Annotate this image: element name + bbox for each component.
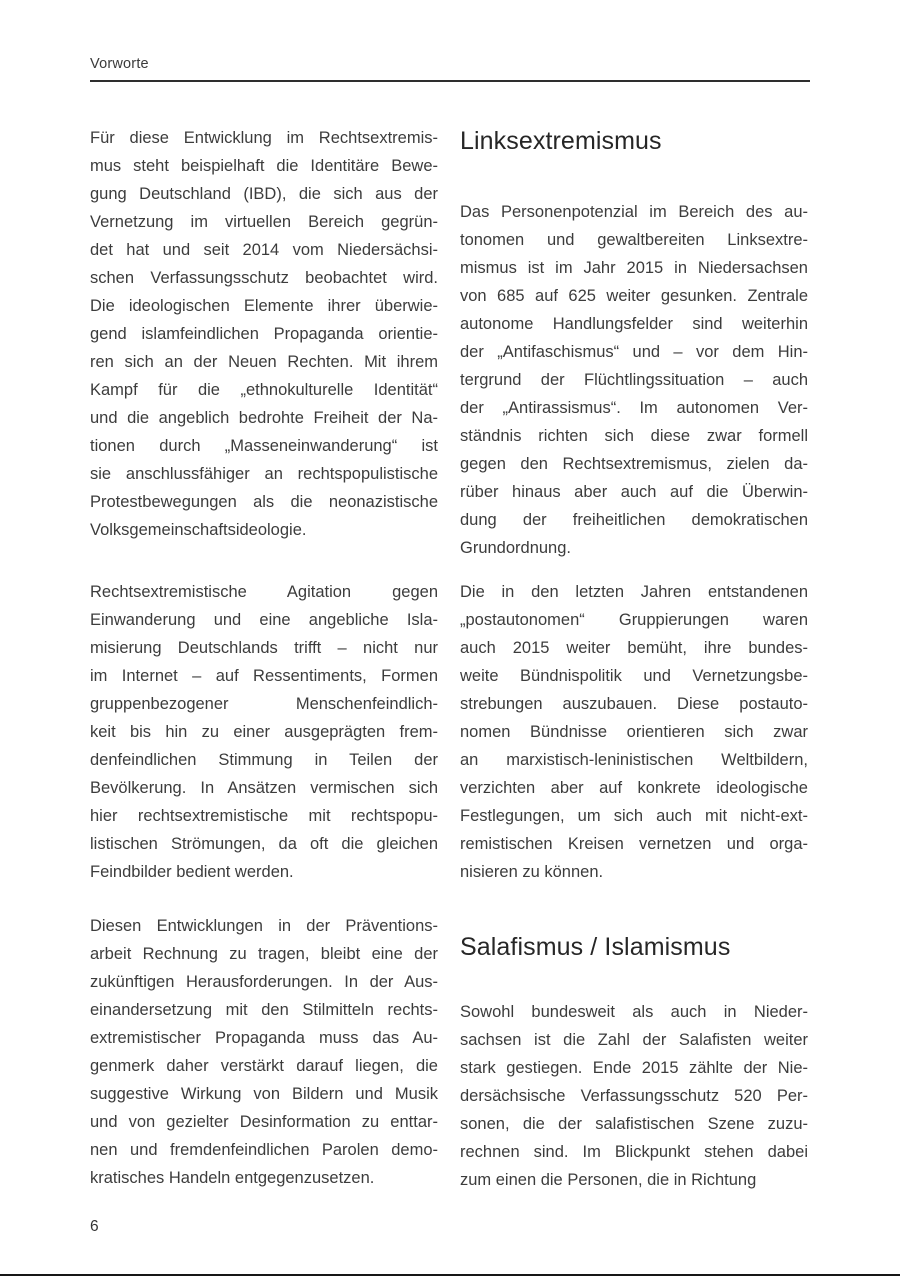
text-line: Einwanderung und eine angebliche Isla-: [90, 611, 438, 629]
text-line: Die in den letzten Jahren entstandenen: [460, 583, 808, 601]
text-column-left: [90, 124, 438, 1192]
text-line: gung Deutschland (IBD), die sich aus der: [90, 185, 438, 203]
text-line: keit bis hin zu einer ausgeprägten frem-: [90, 723, 438, 741]
paragraph: [90, 578, 438, 886]
paragraph: [460, 578, 808, 886]
text-line: zukünftigen Herausforderungen. In der Aus-: [90, 973, 438, 991]
text-line: sonen, die der salafistischen Szene zuzu-: [460, 1115, 808, 1133]
text-line: verzichten aber auf konkrete ideologische: [460, 779, 808, 797]
text-line: der „Antifaschismus“ und – vor dem Hin-: [460, 343, 808, 361]
text-line: mus steht beispielhaft die Identitäre Bewe-: [90, 157, 438, 175]
text-line: weite Bündnispolitik und Vernetzungsbe-: [460, 667, 808, 685]
text-line: tionen durch „Masseneinwanderung“ ist: [90, 437, 438, 455]
text-line: listischen Strömungen, da oft die gleichen: [90, 835, 438, 853]
text-line: rüber hinaus aber auch auf die Überwin-: [460, 483, 808, 501]
paragraph: [90, 124, 438, 544]
text-line: schen Verfassungsschutz beobachtet wird.: [90, 269, 438, 287]
text-line: tonomen und gewaltbereiten Linksextre-: [460, 231, 808, 249]
text-line: genmerk daher verstärkt darauf liegen, die: [90, 1057, 438, 1075]
text-line: Volksgemeinschaftsideologie.: [90, 521, 307, 539]
paragraph: [460, 198, 808, 562]
text-line: misierung Deutschlands trifft – nicht nur: [90, 639, 438, 657]
text-line: Feindbilder bedient werden.: [90, 863, 294, 881]
text-line: dung der freiheitlichen demokratischen: [460, 511, 808, 529]
text-line: und die angeblich bedrohte Freiheit der Na-: [90, 409, 438, 427]
text-line: an marxistisch-leninistischen Weltbildern,: [460, 751, 808, 769]
text-line: im Internet – auf Ressentiments, Formen: [90, 667, 438, 685]
text-line: dersächsische Verfassungsschutz 520 Per-: [460, 1087, 808, 1105]
text-line: Die ideologischen Elemente ihrer überwie-: [90, 297, 438, 315]
text-line: sie anschlussfähiger an rechtspopulistische: [90, 465, 438, 483]
text-line: rechnen sind. Im Blickpunkt stehen dabei: [460, 1143, 808, 1161]
text-line: gend islamfeindlichen Propaganda orientie-: [90, 325, 438, 343]
text-line: Festlegungen, um sich auch mit nicht-ext-: [460, 807, 808, 825]
text-line: Sowohl bundesweit als auch in Nieder-: [460, 1003, 808, 1021]
page-number: 6: [90, 1218, 99, 1235]
text-line: Vernetzung im virtuellen Bereich gegrün-: [90, 213, 438, 231]
running-header: [90, 56, 149, 72]
text-line: sachsen ist die Zahl der Salafisten weiter: [460, 1031, 808, 1049]
text-line: einandersetzung mit den Stilmitteln rechts-: [90, 1001, 438, 1019]
text-line: von 685 auf 625 weiter gesunken. Zentrale: [460, 287, 808, 305]
text-line: autonome Handlungsfelder sind weiterhin: [460, 315, 808, 333]
text-line: Das Personenpotenzial im Bereich des au-: [460, 203, 808, 221]
running-header-title: Vorworte: [90, 56, 149, 72]
section-heading: Salafismus / Islamismus: [460, 933, 731, 961]
text-line: denfeindlichen Stimmung in Teilen der: [90, 751, 438, 769]
text-line: strebungen auszubauen. Diese postauto-: [460, 695, 808, 713]
paragraph: [90, 912, 438, 1192]
text-line: tergrund der Flüchtlingssituation – auch: [460, 371, 808, 389]
text-line: Rechtsextremistische Agitation gegen: [90, 583, 438, 601]
text-line: Protestbewegungen als die neonazistische: [90, 493, 438, 511]
text-line: kratisches Handeln entgegenzusetzen.: [90, 1169, 375, 1187]
text-line: arbeit Rechnung zu tragen, bleibt eine der: [90, 945, 438, 963]
header-rule: [90, 80, 810, 82]
text-line: Kampf für die „ethnokulturelle Identität“: [90, 381, 438, 399]
text-line: Für diese Entwicklung im Rechtsextremis-: [90, 129, 438, 147]
section-heading: Linksextremismus: [460, 127, 662, 155]
text-line: det hat und seit 2014 vom Niedersächsi-: [90, 241, 438, 259]
text-line: nisieren zu können.: [460, 863, 604, 881]
text-line: Bevölkerung. In Ansätzen vermischen sich: [90, 779, 438, 797]
text-line: und von gezielter Desinformation zu enttar-: [90, 1113, 438, 1131]
text-line: nen und fremdenfeindlichen Parolen demo-: [90, 1141, 438, 1159]
text-line: stark gestiegen. Ende 2015 zählte der Nie-: [460, 1059, 808, 1077]
text-line: Grundordnung.: [460, 539, 571, 557]
text-line: mismus ist im Jahr 2015 in Niedersachsen: [460, 259, 808, 277]
text-line: ständnis richten sich diese zwar formell: [460, 427, 808, 445]
paragraph: [460, 998, 808, 1194]
text-line: suggestive Wirkung von Bildern und Musik: [90, 1085, 438, 1103]
text-line: auch 2015 weiter bemüht, ihre bundes-: [460, 639, 808, 657]
text-column-right: [460, 124, 808, 1194]
text-line: ren sich an der Neuen Rechten. Mit ihrem: [90, 353, 438, 371]
text-line: gegen den Rechtsextremismus, zielen da-: [460, 455, 808, 473]
text-line: „postautonomen“ Gruppierungen waren: [460, 611, 808, 629]
text-line: zum einen die Personen, die in Richtung: [460, 1171, 757, 1189]
text-line: gruppenbezogener Menschenfeindlich-: [90, 695, 438, 713]
text-line: Diesen Entwicklungen in der Präventions-: [90, 917, 438, 935]
text-line: extremistischer Propaganda muss das Au-: [90, 1029, 438, 1047]
text-line: nomen Bündnisse orientieren sich zwar: [460, 723, 808, 741]
text-line: hier rechtsextremistische mit rechtspopu-: [90, 807, 438, 825]
text-line: remistischen Kreisen vernetzen und orga-: [460, 835, 808, 853]
text-line: der „Antirassismus“. Im autonomen Ver-: [460, 399, 808, 417]
